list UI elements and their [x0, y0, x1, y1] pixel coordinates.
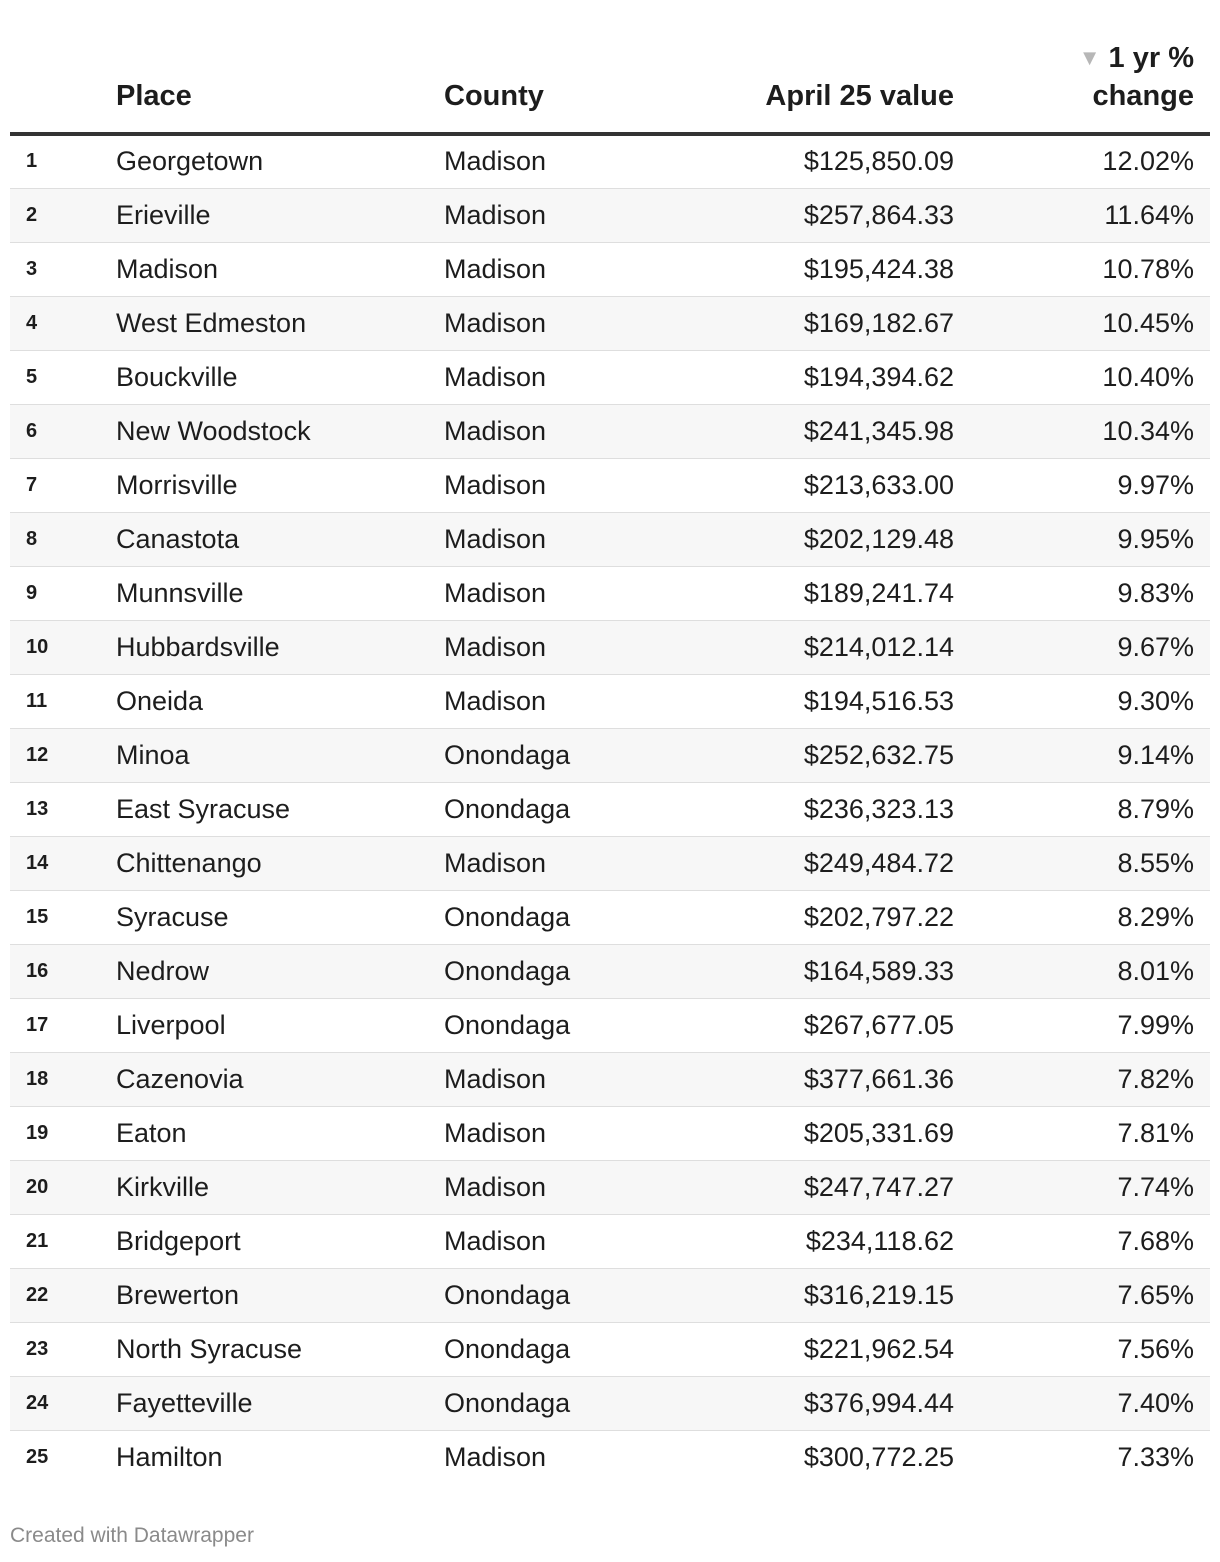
- change-cell: 8.55%: [954, 836, 1210, 890]
- place-cell: Bouckville: [116, 350, 444, 404]
- table-row: [10, 782, 1210, 836]
- rank-cell: 19: [10, 1106, 116, 1160]
- table-row: [10, 1268, 1210, 1322]
- place-cell: Hubbardsville: [116, 620, 444, 674]
- change-cell: 7.68%: [954, 1214, 1210, 1268]
- value-cell: $252,632.75: [684, 728, 954, 782]
- change-cell: 7.82%: [954, 1052, 1210, 1106]
- place-column-header[interactable]: Place: [116, 40, 444, 134]
- change-cell: 7.65%: [954, 1268, 1210, 1322]
- place-cell: Morrisville: [116, 458, 444, 512]
- rank-cell: 1: [10, 134, 116, 188]
- county-cell: Onondaga: [444, 1322, 684, 1376]
- county-cell: Madison: [444, 1052, 684, 1106]
- value-cell: $195,424.38: [684, 242, 954, 296]
- county-cell: Madison: [444, 620, 684, 674]
- change-cell: 11.64%: [954, 188, 1210, 242]
- place-cell: Fayetteville: [116, 1376, 444, 1430]
- sort-descending-icon: ▼: [1078, 45, 1101, 70]
- value-cell: $213,633.00: [684, 458, 954, 512]
- rank-cell: 12: [10, 728, 116, 782]
- table-row: [10, 890, 1210, 944]
- table-row: [10, 512, 1210, 566]
- place-cell: Munnsville: [116, 566, 444, 620]
- change-cell: 10.40%: [954, 350, 1210, 404]
- value-cell: $257,864.33: [684, 188, 954, 242]
- table-row: [10, 1376, 1210, 1430]
- change-cell: 8.01%: [954, 944, 1210, 998]
- value-cell: $247,747.27: [684, 1160, 954, 1214]
- place-cell: Erieville: [116, 188, 444, 242]
- header-row: [10, 40, 1210, 134]
- value-cell: $164,589.33: [684, 944, 954, 998]
- table-row: [10, 1160, 1210, 1214]
- rank-cell: 3: [10, 242, 116, 296]
- change-cell: 7.56%: [954, 1322, 1210, 1376]
- table-row: [10, 458, 1210, 512]
- table-row: [10, 134, 1210, 188]
- value-cell: $234,118.62: [684, 1214, 954, 1268]
- rank-cell: 6: [10, 404, 116, 458]
- datawrapper-credit[interactable]: Created with Datawrapper: [10, 1524, 254, 1547]
- rank-cell: 21: [10, 1214, 116, 1268]
- change-cell: 10.45%: [954, 296, 1210, 350]
- rank-cell: 11: [10, 674, 116, 728]
- table-row: [10, 674, 1210, 728]
- county-cell: Madison: [444, 134, 684, 188]
- change-cell: 9.67%: [954, 620, 1210, 674]
- table-row: [10, 998, 1210, 1052]
- table-row: [10, 1052, 1210, 1106]
- place-cell: Liverpool: [116, 998, 444, 1052]
- table-row: [10, 620, 1210, 674]
- table-row: [10, 1106, 1210, 1160]
- change-cell: 10.78%: [954, 242, 1210, 296]
- rank-cell: 2: [10, 188, 116, 242]
- place-cell: Hamilton: [116, 1441, 223, 1472]
- table-row: [10, 728, 1210, 782]
- county-cell: Onondaga: [444, 890, 684, 944]
- county-cell: Madison: [444, 1214, 684, 1268]
- rank-cell: 24: [10, 1376, 116, 1430]
- county-cell: Madison: [444, 188, 684, 242]
- place-cell: West Edmeston: [116, 296, 444, 350]
- place-cell: Bridgeport: [116, 1214, 444, 1268]
- change-cell: 9.95%: [954, 512, 1210, 566]
- table-row: [10, 944, 1210, 998]
- table-row: [10, 188, 1210, 242]
- value-cell: $194,516.53: [684, 674, 954, 728]
- county-cell: Madison: [444, 512, 684, 566]
- value-cell: $202,129.48: [684, 512, 954, 566]
- rank-cell: 16: [10, 944, 116, 998]
- rank-cell: 14: [10, 836, 116, 890]
- value-cell: $377,661.36: [684, 1052, 954, 1106]
- rank-cell: 13: [10, 782, 116, 836]
- rank-cell: 17: [10, 998, 116, 1052]
- value-cell: $249,484.72: [684, 836, 954, 890]
- value-cell: $169,182.67: [684, 296, 954, 350]
- value-cell: $202,797.22: [684, 890, 954, 944]
- rank-cell: 7: [10, 458, 116, 512]
- change-cell: 9.30%: [954, 674, 1210, 728]
- change-cell: 8.79%: [954, 782, 1210, 836]
- place-cell: Canastota: [116, 512, 444, 566]
- rank-cell: 20: [10, 1160, 116, 1214]
- change-cell: 12.02%: [954, 134, 1210, 188]
- rank-cell: 22: [10, 1268, 116, 1322]
- county-cell: Onondaga: [444, 1268, 684, 1322]
- place-cell: Minoa: [116, 728, 444, 782]
- table-row: [10, 242, 1210, 296]
- change-cell: 9.14%: [954, 728, 1210, 782]
- county-cell: Madison: [444, 1441, 547, 1472]
- table-body: [10, 134, 1210, 1484]
- table-row: [10, 566, 1210, 620]
- value-cell: $267,677.05: [684, 998, 954, 1052]
- place-cell: Georgetown: [116, 134, 444, 188]
- county-cell: Onondaga: [444, 1376, 684, 1430]
- place-cell: North Syracuse: [116, 1322, 444, 1376]
- rank-cell: 5: [10, 350, 116, 404]
- rank-cell: 15: [10, 890, 116, 944]
- value-cell: $205,331.69: [684, 1106, 954, 1160]
- value-cell: $300,772.25: [803, 1441, 954, 1472]
- county-cell: Onondaga: [444, 728, 684, 782]
- change-header-line2: change: [1092, 80, 1194, 112]
- change-cell: 9.83%: [954, 566, 1210, 620]
- rank-cell: 23: [10, 1322, 116, 1376]
- table-header: [10, 40, 1210, 134]
- change-cell: 10.34%: [954, 404, 1210, 458]
- change-header-line1: 1 yr %: [1108, 42, 1194, 74]
- county-cell: Madison: [444, 242, 684, 296]
- value-cell: $376,994.44: [684, 1376, 954, 1430]
- value-cell: $236,323.13: [684, 782, 954, 836]
- value-cell: $241,345.98: [684, 404, 954, 458]
- county-cell: Madison: [444, 674, 684, 728]
- table-row: [10, 1322, 1210, 1376]
- table-row: [10, 404, 1210, 458]
- place-cell: New Woodstock: [116, 404, 444, 458]
- change-column-header[interactable]: [954, 40, 1210, 134]
- rank-cell: 9: [10, 566, 116, 620]
- place-cell: Cazenovia: [116, 1052, 444, 1106]
- change-cell: 7.74%: [954, 1160, 1210, 1214]
- county-cell: Onondaga: [444, 998, 684, 1052]
- county-cell: Madison: [444, 566, 684, 620]
- county-cell: Madison: [444, 296, 684, 350]
- county-cell: Madison: [444, 404, 684, 458]
- change-cell: 7.81%: [954, 1106, 1210, 1160]
- value-cell: $316,219.15: [684, 1268, 954, 1322]
- table-row: [10, 1430, 1210, 1484]
- value-cell: $189,241.74: [684, 566, 954, 620]
- place-cell: Syracuse: [116, 890, 444, 944]
- county-cell: Madison: [444, 836, 684, 890]
- change-cell: 8.29%: [954, 890, 1210, 944]
- value-cell: $125,850.09: [684, 134, 954, 188]
- place-cell: Madison: [116, 242, 444, 296]
- table-row: [10, 1214, 1210, 1268]
- table-row: [10, 350, 1210, 404]
- county-cell: Onondaga: [444, 782, 684, 836]
- county-cell: Madison: [444, 1106, 684, 1160]
- county-cell: Madison: [444, 350, 684, 404]
- change-cell: 7.33%: [1117, 1441, 1194, 1472]
- value-cell: $214,012.14: [684, 620, 954, 674]
- county-cell: Madison: [444, 1160, 684, 1214]
- place-cell: Brewerton: [116, 1268, 444, 1322]
- place-cell: Nedrow: [116, 944, 444, 998]
- rank-cell: 8: [10, 512, 116, 566]
- county-cell: Onondaga: [444, 944, 684, 998]
- change-cell: 7.99%: [954, 998, 1210, 1052]
- rank-cell: 18: [10, 1052, 116, 1106]
- value-cell: $221,962.54: [684, 1322, 954, 1376]
- rank-cell: 4: [10, 296, 116, 350]
- change-cell: 9.97%: [954, 458, 1210, 512]
- county-column-header[interactable]: County: [444, 40, 684, 134]
- county-cell: Madison: [444, 458, 684, 512]
- place-cell: Chittenango: [116, 836, 444, 890]
- place-cell: East Syracuse: [116, 782, 444, 836]
- rank-cell: 25: [26, 1445, 49, 1468]
- value-cell: $194,394.62: [684, 350, 954, 404]
- value-column-header[interactable]: April 25 value: [684, 40, 954, 134]
- data-table: [10, 40, 1210, 1484]
- rank-column-header: [10, 40, 116, 134]
- rank-cell: 10: [10, 620, 116, 674]
- place-cell: Kirkville: [116, 1160, 444, 1214]
- data-table-container: [10, 40, 1210, 1484]
- place-cell: Oneida: [116, 674, 444, 728]
- place-cell: Eaton: [116, 1106, 444, 1160]
- table-row: [10, 296, 1210, 350]
- change-cell: 7.40%: [954, 1376, 1210, 1430]
- table-row: [10, 836, 1210, 890]
